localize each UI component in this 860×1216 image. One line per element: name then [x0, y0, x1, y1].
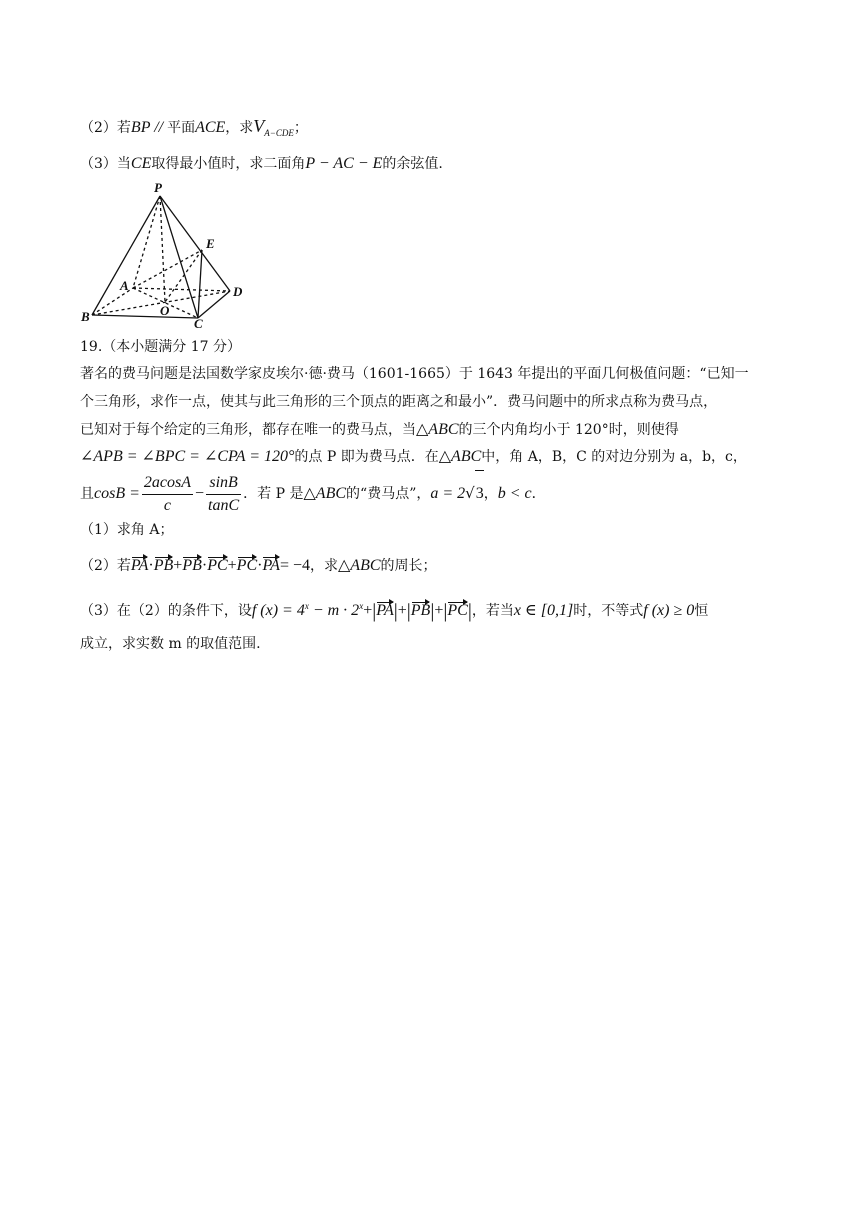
edge-pd: [160, 196, 230, 291]
text: 恒: [694, 603, 709, 619]
edge-po: [160, 196, 165, 302]
text: ，求: [225, 120, 254, 136]
edge-pc: [160, 196, 198, 318]
math-mid: − m · 2: [308, 602, 360, 619]
fraction-numerator: 2acosA: [143, 473, 192, 491]
q19-line1: 著名的费马问题是法国数学家皮埃尔·德·费马（1601-1665）于 1643 年提出的平面几何极值问题：“已知一: [80, 366, 749, 382]
text: （3）在（2）的条件下，设: [80, 603, 252, 619]
exponent: x: [359, 601, 364, 611]
text: 的点 P 即为费马点．在: [294, 449, 439, 465]
sqrt-value: 3: [475, 470, 484, 517]
abs-bar: |: [406, 600, 411, 622]
text: ，求: [309, 558, 338, 574]
q19-part1: （1）求角 A；: [80, 522, 174, 538]
math-triangle: △ABC: [416, 421, 459, 438]
math-domain: x ∈ [0,1]: [513, 602, 574, 619]
math-triangle: △ABC: [303, 485, 347, 502]
q19-line5: [80, 470, 546, 517]
plus: +: [227, 557, 237, 574]
text: （2）若: [80, 558, 131, 574]
math-volume-sub: A−CDE: [264, 128, 294, 138]
vector-pa: PA: [262, 557, 280, 574]
text: （2）若: [80, 120, 131, 136]
dot: ·: [201, 557, 208, 574]
q19-part3: [80, 596, 708, 621]
math-ace: ACE: [195, 119, 226, 136]
q18-part2: [80, 116, 308, 143]
text: 的三个内角均小于 120°时，则使得: [458, 422, 679, 438]
text: ．: [531, 486, 546, 502]
vector-pa: PA: [130, 557, 149, 574]
math-dihedral: P − AC − E: [305, 155, 383, 172]
dot: ·: [148, 557, 154, 574]
label-e: E: [206, 236, 215, 251]
edge-cd: [198, 291, 230, 318]
q19-last-line: 成立，求实数 m 的取值范围.: [80, 636, 261, 652]
plus: +: [434, 602, 444, 619]
label-b: B: [81, 309, 90, 324]
plus: +: [397, 602, 407, 619]
math-angles: ∠APB = ∠BPC = ∠CPA = 120°: [80, 448, 295, 465]
vector-pb: PB: [410, 602, 431, 619]
edge-eo: [165, 250, 202, 302]
q19-line3: [80, 420, 679, 440]
label-o: O: [160, 303, 170, 318]
text: 已知对于每个给定的三角形，都存在唯一的费马点，当: [80, 422, 416, 438]
text: 中，角 A，B，C 的对边分别为 a，b，c，: [481, 449, 747, 465]
edge-ad: [133, 288, 230, 291]
text: 且: [80, 486, 94, 502]
abs-bar: |: [443, 600, 448, 622]
abs-bar: |: [430, 600, 435, 622]
vector-pb: PB: [153, 557, 174, 574]
text: （3）当: [80, 156, 131, 172]
exponent: x: [304, 601, 309, 611]
vector-pc: PC: [447, 602, 468, 619]
edge-pb: [92, 196, 160, 315]
math-triangle: △ABC: [337, 557, 381, 574]
math-ce: CE: [130, 155, 152, 172]
text: 取得最小值时，求二面角: [151, 156, 306, 172]
label-d: D: [233, 284, 243, 299]
vector-pc: PC: [207, 557, 228, 574]
edge-ae: [133, 250, 202, 288]
text: 的“费马点”，: [346, 486, 431, 502]
vector-pc: PC: [236, 557, 258, 574]
math-volume: V: [253, 116, 265, 136]
q18-part3: [80, 154, 443, 174]
abs-bar: |: [393, 600, 398, 622]
sqrt-icon: √: [465, 484, 475, 502]
math-triangle: △ABC: [438, 448, 482, 465]
fraction-denominator: c: [142, 494, 193, 517]
q19-line2: 个三角形，求作一点，使其与此三角形的三个顶点的距离之和最小”．费马问题中的所求点称为费马点，: [80, 394, 718, 410]
fraction-denominator: tanC: [206, 494, 241, 517]
text: ，: [483, 486, 498, 502]
vector-pb: PB: [182, 557, 202, 574]
vector-pa: PA: [376, 602, 394, 619]
label-c: C: [194, 316, 203, 331]
q19-header: 19.（本小题满分 17 分）: [80, 339, 241, 355]
q19-part2: [80, 556, 437, 576]
dot: ·: [257, 557, 263, 574]
text: 的余弦值.: [382, 156, 443, 172]
label-p: P: [154, 180, 162, 195]
plus: +: [363, 602, 373, 619]
parallel-symbol: //: [150, 119, 168, 136]
text: 的周长；: [380, 558, 437, 574]
fraction-sinB-over-tanC: [206, 472, 241, 517]
math-b-lt-c: b < c: [497, 485, 532, 502]
math-a-eq: a = 2: [430, 485, 466, 502]
q19-line4: [80, 447, 747, 467]
label-a: A: [120, 278, 129, 293]
text: ；: [293, 120, 308, 136]
edge-ce: [198, 250, 202, 318]
math-ineq: f (x) ≥ 0: [643, 602, 695, 619]
edge-pa: [133, 196, 160, 288]
minus-sign: −: [195, 485, 205, 502]
fraction-numerator: sinB: [209, 473, 238, 491]
pyramid-figure: [78, 178, 258, 333]
text: 平面: [167, 120, 196, 136]
math-f: f (x) = 4: [251, 602, 305, 619]
abs-bar: |: [467, 600, 472, 622]
plus: +: [173, 557, 183, 574]
fraction-2acosA-over-c: [142, 472, 193, 517]
text: ．若 P 是: [243, 486, 304, 502]
math-eq: = −4: [279, 557, 310, 574]
math-bp: BP: [130, 119, 151, 136]
math-cosb: cosB =: [94, 485, 140, 502]
abs-bar: |: [372, 600, 377, 622]
text: 时，不等式: [573, 603, 644, 619]
text: ，若当: [471, 603, 514, 619]
edge-bc: [92, 315, 198, 318]
